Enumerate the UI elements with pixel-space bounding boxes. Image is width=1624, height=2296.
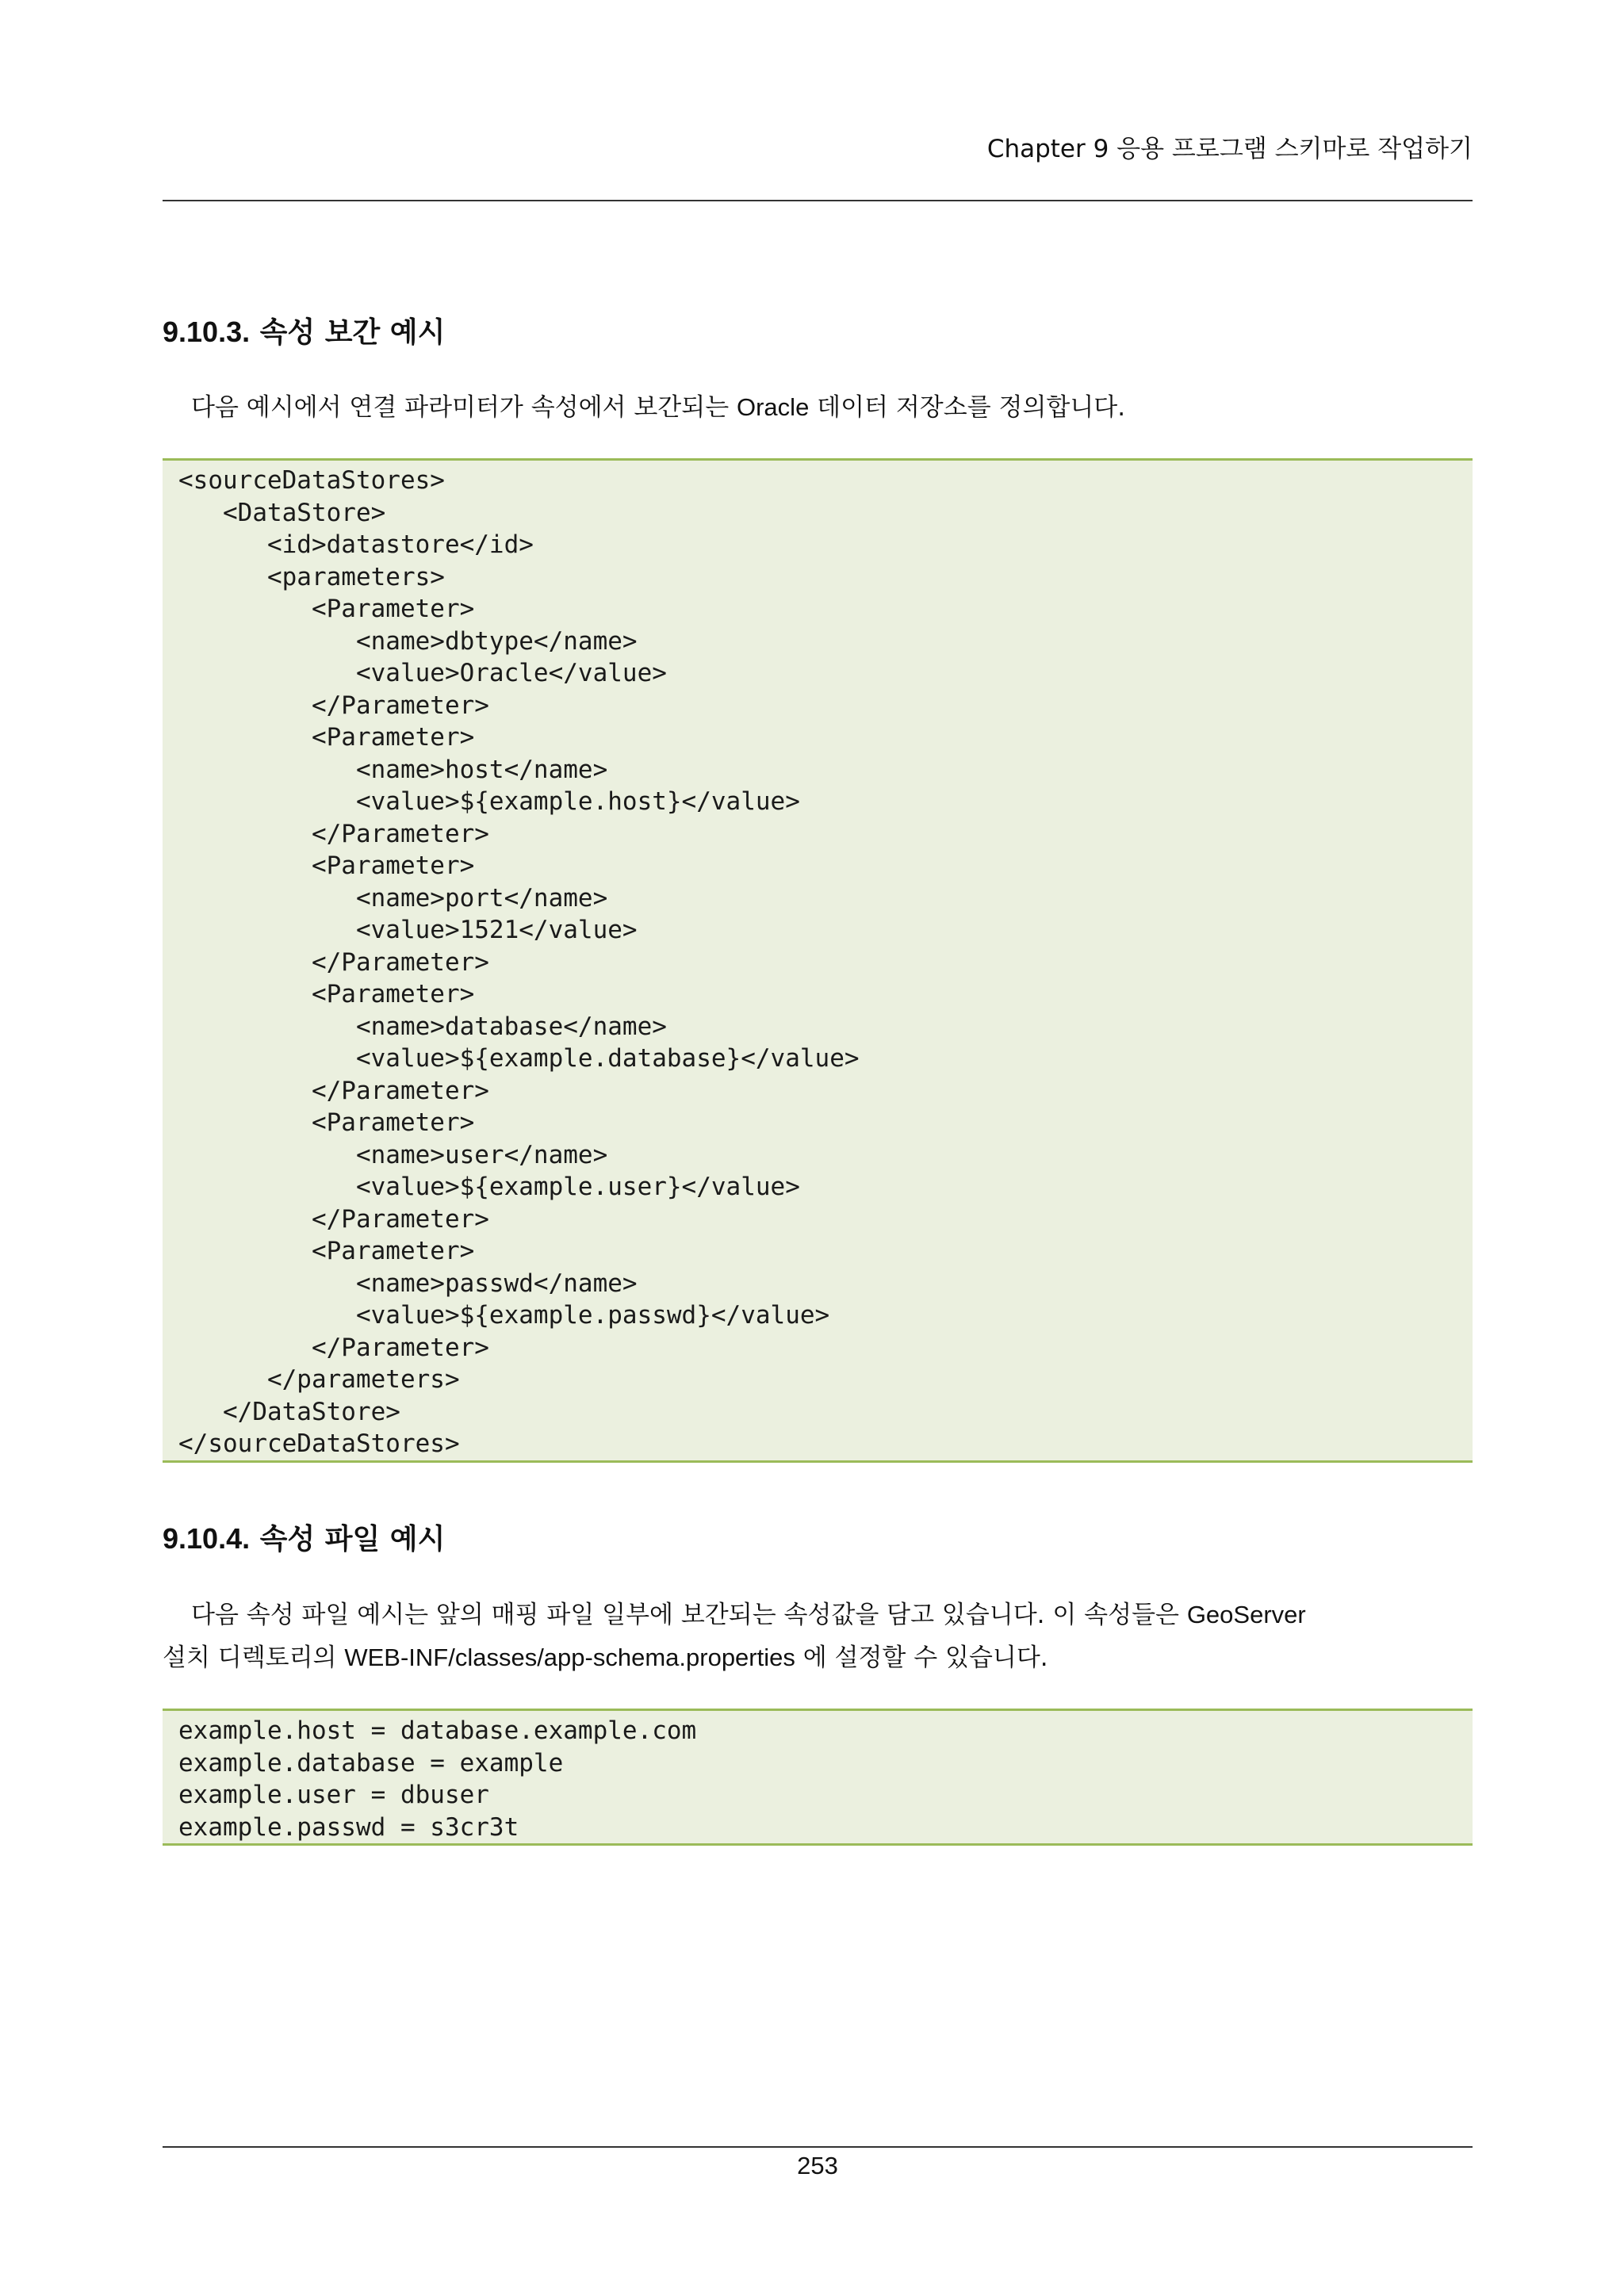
code-line: </Parameter>: [178, 1333, 489, 1362]
code-line: <value>${example.host}</value>: [178, 787, 800, 816]
code-line: example.user = dbuser: [178, 1781, 489, 1809]
para-line2-end: 에 설정할 수 있습니다.: [795, 1644, 1048, 1672]
code-line: <name>host</name>: [178, 755, 608, 784]
intro-text-end: 데이터 저장소를 정의합니다.: [809, 393, 1126, 422]
section-heading-9-10-4: [163, 1520, 1473, 1559]
code-line: <name>passwd</name>: [178, 1269, 638, 1298]
code-line: <id>datastore</id>: [178, 530, 534, 559]
code-line: <Parameter>: [178, 1237, 475, 1265]
code-line: <value>${example.passwd}</value>: [178, 1301, 830, 1330]
para-geoserver: GeoServer: [1186, 1601, 1306, 1628]
code-line: </sourceDataStores>: [178, 1429, 460, 1458]
section-2-paragraph: [163, 1594, 1473, 1679]
code-line: <Parameter>: [178, 980, 475, 1008]
code-line: <parameters>: [178, 562, 445, 591]
section-number: 9.10.3.: [163, 316, 251, 348]
intro-text-start: 다음 예시에서 연결 파라미터가 속성에서 보간되는: [191, 393, 737, 422]
code-line: <Parameter>: [178, 723, 475, 752]
code-line: <value>${example.database}</value>: [178, 1044, 860, 1073]
code-line: </Parameter>: [178, 1076, 489, 1105]
code-line: <sourceDataStores>: [178, 466, 445, 495]
section-title: 속성 보간 예시: [259, 316, 446, 349]
para-line2-text: 설치 디렉토리의: [163, 1644, 345, 1672]
code-line: example.host = database.example.com: [178, 1716, 697, 1745]
properties-code-block: [163, 1709, 1473, 1846]
code-line: <value>1521</value>: [178, 916, 638, 944]
chapter-title: Chapter 9 응용 프로그램 스키마로 작업하기: [986, 135, 1473, 163]
code-line: <name>port</name>: [178, 883, 608, 913]
code-line: </Parameter>: [178, 1204, 489, 1234]
code-line: example.passwd = s3cr3t: [178, 1812, 519, 1842]
section-1-intro: [163, 386, 1473, 429]
section-title: 속성 파일 예시: [259, 1523, 446, 1556]
code-line: <Parameter>: [178, 1108, 475, 1137]
section-heading-9-10-3: [163, 313, 1473, 352]
code-line: <value>${example.user}</value>: [178, 1173, 800, 1201]
code-line: <name>database</name>: [178, 1012, 667, 1041]
header-divider: [163, 200, 1473, 201]
section-number: 9.10.4.: [163, 1522, 251, 1555]
code-line: <name>dbtype</name>: [178, 626, 638, 656]
code-line: </DataStore>: [178, 1397, 400, 1426]
footer-divider: [163, 2146, 1473, 2148]
code-line: </Parameter>: [178, 819, 489, 848]
code-line: <Parameter>: [178, 851, 475, 880]
code-line: <value>Oracle</value>: [178, 659, 667, 687]
para-properties-path: WEB-INF/classes/app-schema.properties: [344, 1644, 795, 1671]
code-line: example.database = example: [178, 1748, 564, 1777]
code-line: <Parameter>: [178, 595, 475, 623]
page-header: [163, 133, 1473, 165]
intro-oracle: Oracle: [737, 393, 810, 421]
para-line1-text: 다음 속성 파일 예시는 앞의 매핑 파일 일부에 보간되는 속성값을 담고 있습니다. 이 속성들은: [191, 1601, 1187, 1629]
code-line: </Parameter>: [178, 947, 489, 977]
page-number: 253: [797, 2152, 838, 2179]
code-line: </parameters>: [178, 1365, 460, 1394]
code-line: </Parameter>: [178, 691, 489, 720]
code-line: <DataStore>: [178, 498, 386, 527]
code-line: <name>user</name>: [178, 1140, 608, 1169]
xml-code-block: [163, 458, 1473, 1463]
